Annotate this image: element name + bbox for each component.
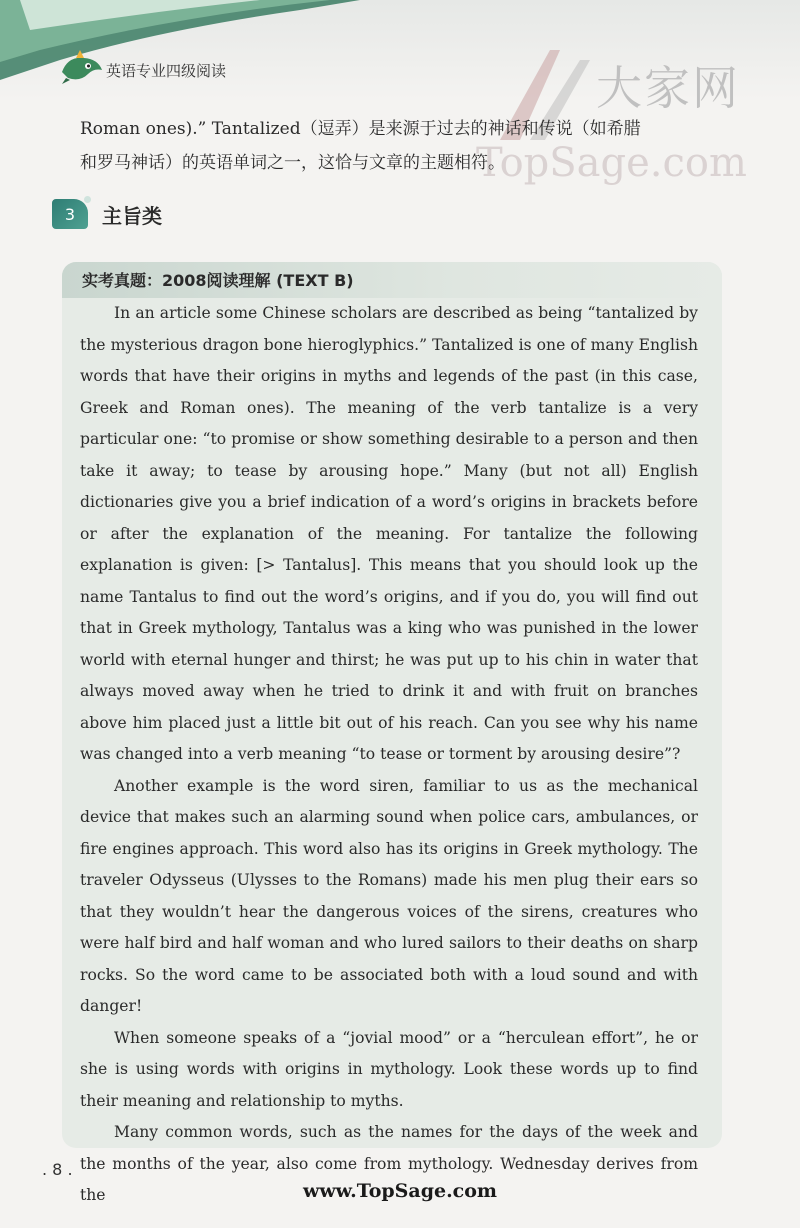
intro-line-2: 和罗马神话）的英语单词之一，这恰与文章的主题相符。 — [80, 153, 505, 173]
passage-paragraph-2: Another example is the word siren, familiar to us as the mechanical device that makes such an alarming sound when police cars, ambulances, or fire engines approach. This word also has its origins in Greek mythology. The traveler Odysseus (Ulysses to the Romans) made his men plug their ears so that they wouldn’t hear the dangerous voices of the sirens, creatures who were half bird and half woman and who lured sailors to their deaths on sharp rocks. So the word came to be associated both with a loud sound and with danger! — [80, 776, 698, 1015]
intro-text — [80, 112, 720, 180]
mascot-icon — [58, 48, 106, 86]
section-heading — [52, 198, 162, 230]
site-url: www.TopSage.com — [302, 1180, 498, 1202]
exam-box-title: 实考真题：2008阅读理解 (TEXT B) — [82, 271, 354, 290]
passage — [80, 298, 698, 1212]
book-title: 英语专业四级阅读 — [106, 62, 227, 80]
page-number: . 8 . — [42, 1160, 73, 1179]
passage-paragraph-3: When someone speaks of a “jovial mood” or a “herculean effort”, he or she is using words with origins in mythology. Look these words up to find their meaning and relationship to myths. — [80, 1028, 698, 1110]
passage-paragraph-1: In an article some Chinese scholars are described as being “tantalized by the mysterious dragon bone hieroglyphics.” Tantalized is one of many English words that have their origins in myths and legends of the past (in this case, Greek and Roman ones). The meaning of the verb tantalize is a very particular one: “to promise or show something desirable to a person and then take it away; to tease by arousing hope.” Many (but not all) English dictionaries give you a brief indication of a word’s origins in brackets before or after the explanation of the meaning. For tantalize the following explanation is given: [> Tantalus]. This means that you should look up the name Tantalus to find out the word’s origins, and if you do, you will find out that in Greek mythology, Tantalus was a king who was punished in the lower world with eternal hunger and thirst; he was put up to his chin in water that always moved away when he tried to drink it and with fruit on branches above him placed just a little bit out of his reach. Can you see why his name was changed into a verb meaning “to tease or torment by arousing desire”? — [80, 304, 698, 763]
section-number-badge: 3 — [52, 199, 88, 229]
intro-line-1: Roman ones).” Tantalized（逗弄）是来源于过去的神话和传说（如希腊 — [80, 119, 641, 139]
passage-paragraph-4: Many common words, such as the names for the days of the week and the months of the year, also come from mythology. Wednesday derives from the — [80, 1123, 698, 1204]
watermark-english: TopSage.com — [476, 140, 747, 186]
section-title: 主旨类 — [102, 203, 162, 228]
watermark-chinese: 大家网 — [596, 61, 740, 115]
